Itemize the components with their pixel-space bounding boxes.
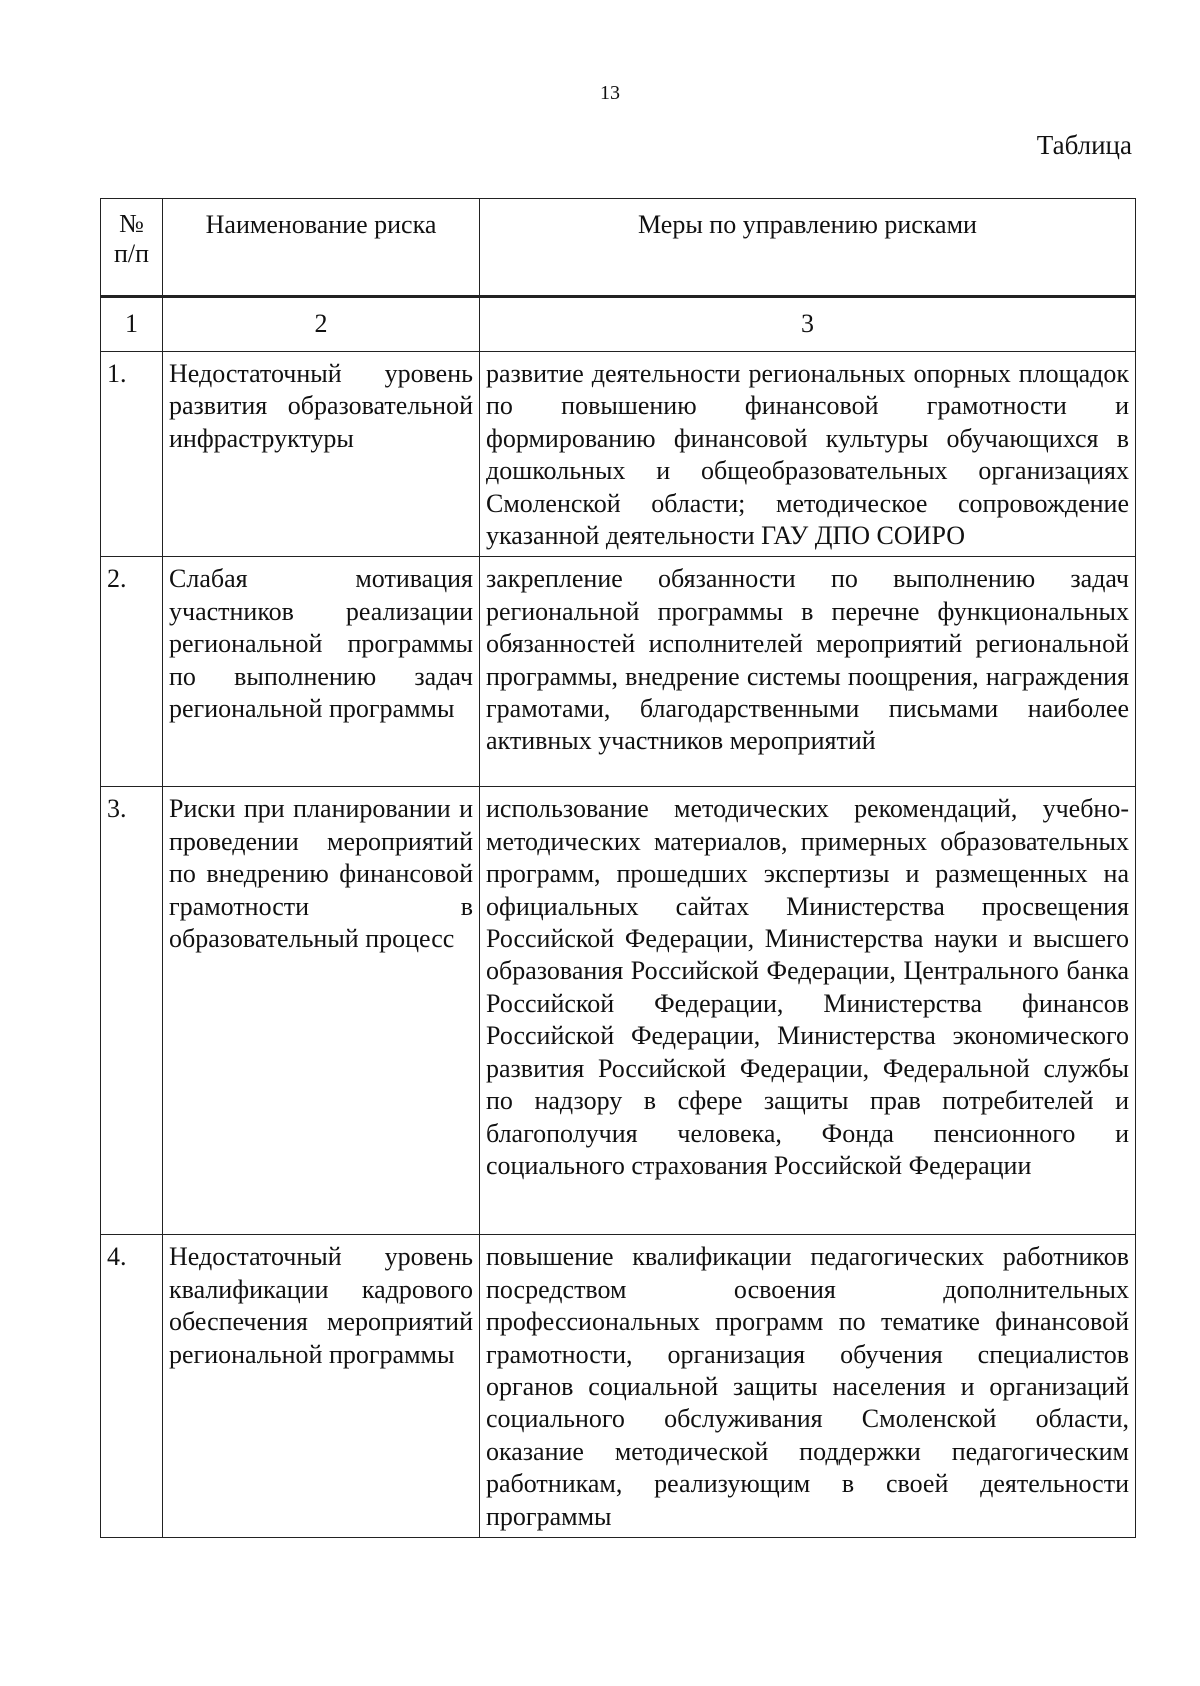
row-number: 2. [101,557,163,787]
column-index-row [101,297,1136,352]
table-row [101,1235,1136,1538]
column-index-cell: 1 [101,297,163,352]
table-row [101,787,1136,1235]
row-risk-name: Недостаточный уровень квалификации кадрового обеспечения мероприятий региональной программы [163,1235,480,1538]
row-risk-name: Риски при планировании и проведении мероприятий по внедрению финансовой грамотности в образовательный процесс [163,787,480,1235]
row-risk-name: Недостаточный уровень развития образовательной инфраструктуры [163,352,480,557]
row-measures: развитие деятельности региональных опорных площадок по повышению финансовой грамотности и формированию финансовой культуры обучающихся в дошкольных и общеобразовательных организациях Смоленской области; методическое сопровождение указанной деятельности ГАУ ДПО СОИРО [480,352,1136,557]
row-measures: закрепление обязанности по выполнению задач региональной программы в перечне функциональных обязанностей исполнителей мероприятий региональной программы, внедрение системы поощрения, награждения грамотами, благодарственными письмами наиболее активных участников мероприятий [480,557,1136,787]
row-number: 1. [101,352,163,557]
header-number: № п/п [101,199,163,297]
table-header-row [101,199,1136,297]
header-measures: Меры по управлению рисками [480,199,1136,297]
table-row [101,557,1136,787]
row-number: 3. [101,787,163,1235]
risk-management-table [100,198,1136,1538]
table-row [101,352,1136,557]
column-index-cell: 2 [163,297,480,352]
column-index-cell: 3 [480,297,1136,352]
header-risk-name: Наименование риска [163,199,480,297]
page-number: 13 [600,82,620,104]
row-measures: повышение квалификации педагогических работников посредством освоения дополнительных профессиональных программ по тематике финансовой грамотности, организация обучения специалистов органов социальной защиты населения и организаций социального обслуживания Смоленской области, оказание методической поддержки педагогическим работникам, реализующим в своей деятельности программы [480,1235,1136,1538]
row-risk-name: Слабая мотивация участников реализации региональной программы по выполнению задач региональной программы [163,557,480,787]
table-caption: Таблица [1036,130,1132,160]
row-measures: использование методических рекомендаций, учебно-методических материалов, примерных образовательных программ, прошедших экспертизы и размещенных на официальных сайтах Министерства просвещения Российской Федерации, Министерства науки и высшего образования Российской Федерации, Центрального банка Российской Федерации, Министерства финансов Российской Федерации, Министерства экономического развития Российской Федерации, Федеральной службы по надзору в сфере защиты прав потребителей и благополучия человека, Фонда пенсионного и социального страхования Российской Федерации [480,787,1136,1235]
row-number: 4. [101,1235,163,1538]
